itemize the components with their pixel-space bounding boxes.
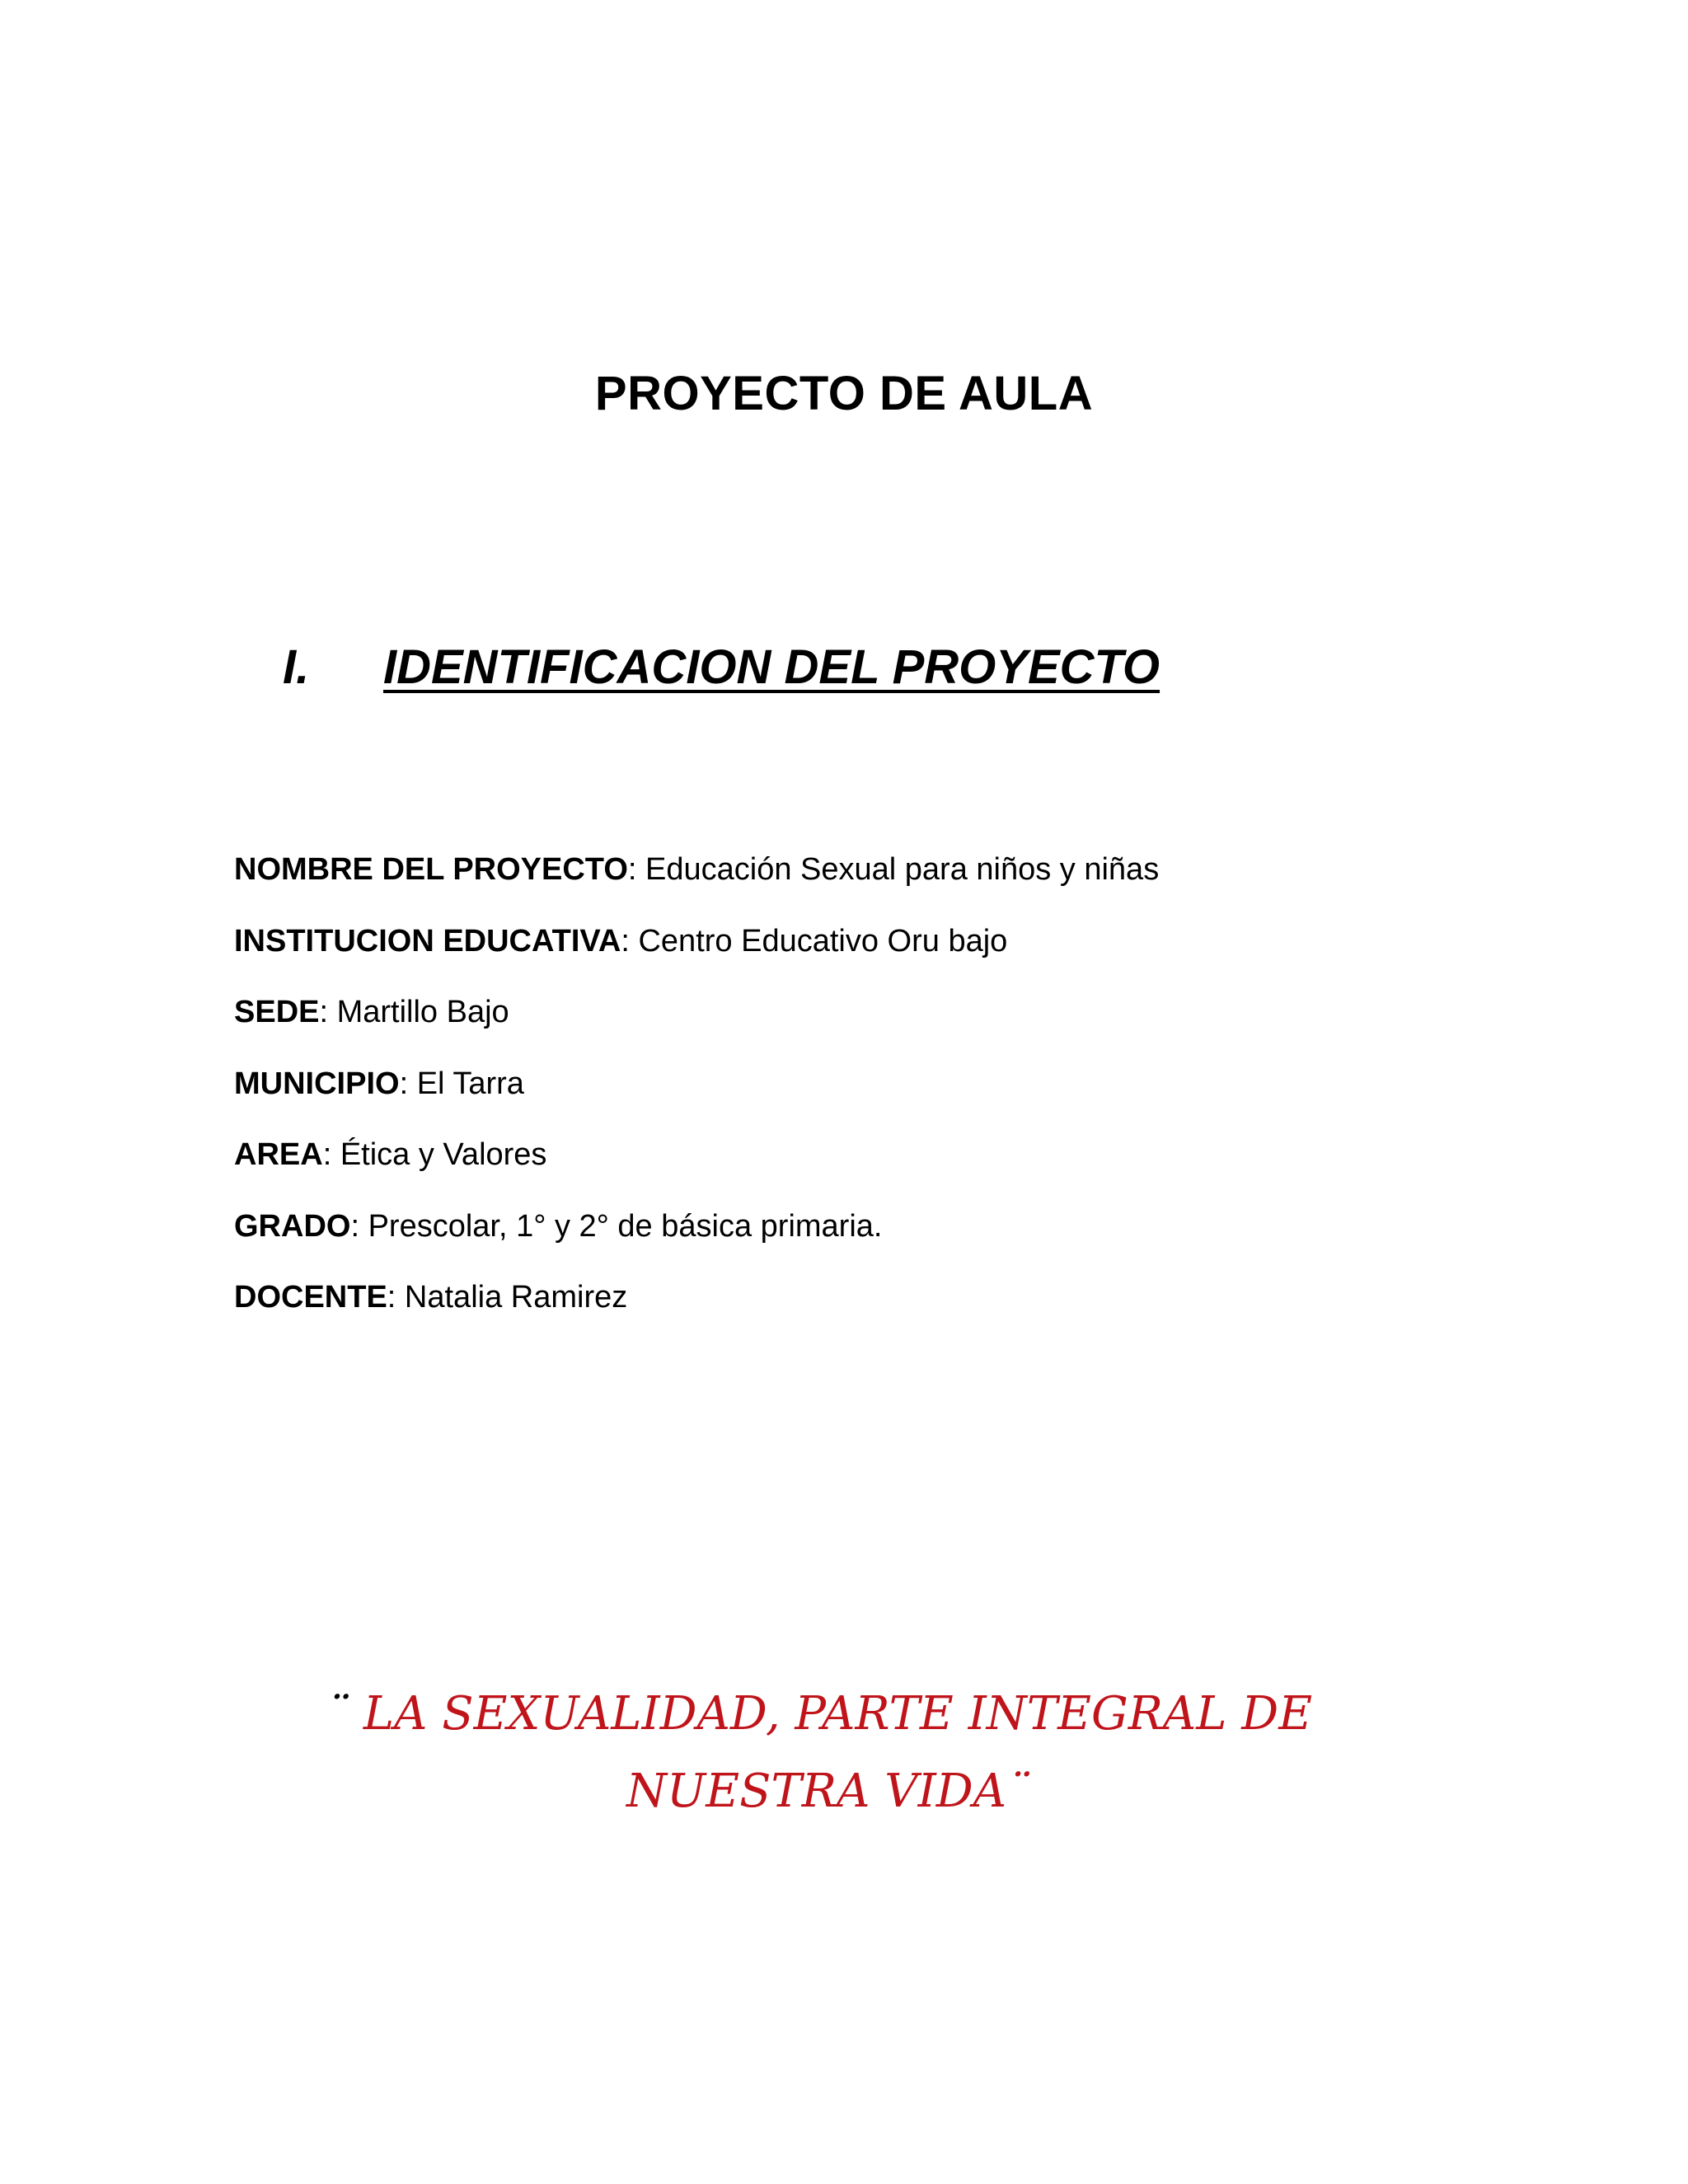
field-label: MUNICIPIO xyxy=(234,1066,400,1101)
motto-line-1-text: LA SEXUALIDAD, PARTE INTEGRAL DE xyxy=(363,1687,1313,1741)
field-separator: : xyxy=(621,923,639,958)
field-separator: : xyxy=(322,1137,340,1172)
field-nombre-del-proyecto xyxy=(234,849,1159,921)
field-label: DOCENTE xyxy=(234,1280,387,1315)
page-title: PROYECTO DE AULA xyxy=(594,367,1094,420)
motto-open-quote: ¨ xyxy=(326,1687,363,1741)
field-label: SEDE xyxy=(234,995,320,1029)
field-label: AREA xyxy=(234,1137,323,1172)
field-value: Centro Educativo Oru bajo xyxy=(638,923,1008,958)
field-institucion-educativa xyxy=(234,921,1159,992)
field-separator: : xyxy=(319,995,337,1029)
field-value: Prescolar, 1° y 2° de básica primaria. xyxy=(368,1208,883,1244)
field-label: GRADO xyxy=(234,1208,351,1244)
field-sede xyxy=(234,991,1159,1063)
section-number: I. xyxy=(283,640,310,694)
motto-close-quote: ¨ xyxy=(1006,1765,1030,1818)
motto-line-2 xyxy=(626,1750,1029,1833)
field-value: Natalia Ramirez xyxy=(404,1280,628,1315)
field-separator: : xyxy=(387,1280,405,1315)
section-heading xyxy=(283,635,1160,701)
motto-line-2-text: NUESTRA VIDA xyxy=(626,1765,1007,1818)
field-label: INSTITUCION EDUCATIVA xyxy=(234,923,621,958)
field-label: NOMBRE DEL PROYECTO xyxy=(234,852,628,887)
field-docente xyxy=(234,1277,1159,1348)
field-value: Ética y Valores xyxy=(340,1137,547,1172)
field-grado xyxy=(234,1206,1159,1277)
field-value: Educación Sexual para niños y niñas xyxy=(645,852,1160,887)
motto-line-1 xyxy=(326,1673,1312,1755)
field-separator: : xyxy=(399,1066,417,1101)
field-value: El Tarra xyxy=(416,1066,524,1101)
field-area xyxy=(234,1134,1159,1206)
field-separator: : xyxy=(350,1208,368,1244)
project-fields xyxy=(234,849,1159,1348)
field-municipio xyxy=(234,1063,1159,1135)
field-value: Martillo Bajo xyxy=(336,995,509,1029)
field-separator: : xyxy=(627,852,646,887)
section-heading-text: IDENTIFICACION DEL PROYECTO xyxy=(383,640,1160,694)
